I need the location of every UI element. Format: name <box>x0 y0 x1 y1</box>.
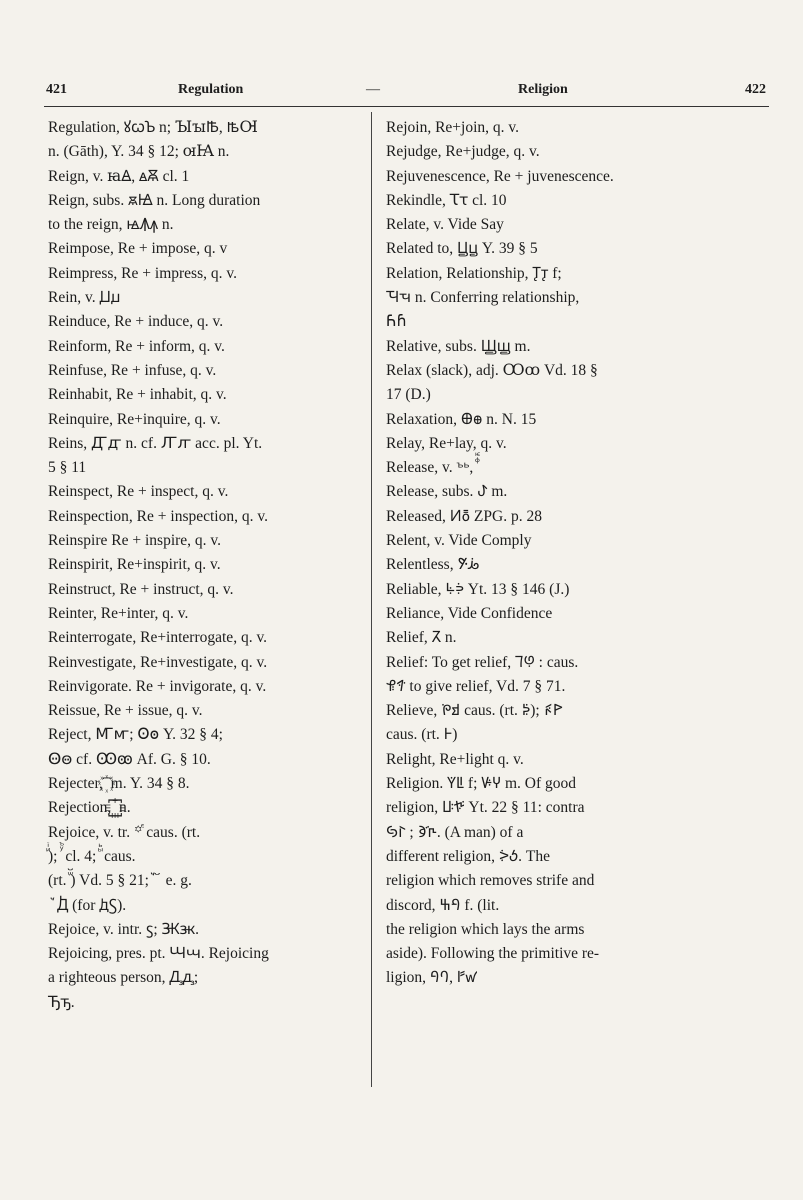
dictionary-line: Reinquire, Re+inquire, q. v. <box>48 410 221 428</box>
dictionary-line: Reimpress, Re + impress, q. v. <box>48 264 237 282</box>
page-number-left: 421 <box>46 82 67 97</box>
dictionary-line: Reinspire Re + inspire, q. v. <box>48 532 222 550</box>
dictionary-line: Relentless, ꚣꚤ <box>386 556 479 574</box>
dictionary-line: Reinduce, Re + induce, q. v. <box>48 313 224 331</box>
dictionary-line: different religion, ꚼꚽ. The <box>386 847 550 865</box>
dictionary-line: ligion, ꛀꛁ, ꛂꛃ <box>386 969 478 987</box>
dictionary-line: Ꚕꚕ <box>386 313 407 331</box>
dictionary-line: religion, ꚶꚷ Yt. 22 § 11: contra <box>386 799 585 817</box>
dictionary-line: n. (Gāth), Y. 34 § 12; ꙕꙖ n. <box>48 143 230 161</box>
dictionary-line: Religion. ꚲꚳ f; ꚴꚵ m. Of good <box>386 775 576 793</box>
dictionary-line: Regulation, ꙋꙍꙎ n; ꙐꙑꙒ, ꙓꙔ <box>48 119 258 136</box>
dictionary-line: religion which removes strife and <box>386 872 595 890</box>
dictionary-line: Release, subs. ꚠ m. <box>386 483 508 501</box>
dictionary-line: Rejoice, v. intr. ꚃ; Ꚅꚅ. <box>48 920 199 938</box>
page-number-right: 422 <box>745 82 766 97</box>
dictionary-line: Rejecter, ꙯꙰ m. Y. 34 § 8. <box>48 775 190 793</box>
dictionary-line: Relative, subs. Ꚗꚗ m. <box>386 337 531 355</box>
dictionary-line: Relieve, ꚬꚭ caus. (rt. ꚮ); ꚯꚰ <box>386 702 563 720</box>
dictionary-line: Released, ꚡꚢ ZPG. p. 28 <box>386 507 542 525</box>
dictionary-line: Rejudge, Re+judge, q. v. <box>386 143 540 161</box>
dictionary-line: Rejoin, Re+join, q. v. <box>386 119 520 136</box>
dictionary-line: Reinvigorate. Re + invigorate, q. v. <box>48 677 267 695</box>
header-title-right: Religion <box>518 82 568 97</box>
dictionary-line: Reins, Ꙣꙣ n. cf. Ꙥꙥ acc. pl. Yt. <box>48 434 263 452</box>
dictionary-line: Reissue, Re + issue, q. v. <box>48 702 203 720</box>
dictionary-line: aside). Following the primitive re- <box>386 945 600 963</box>
column-divider <box>371 112 372 1087</box>
dictionary-line: a righteous person, Ꚉꚉ; <box>48 969 199 987</box>
dictionary-line: Reinhabit, Re + inhabit, q. v. <box>48 386 227 404</box>
dictionary-line: Rejuvenescence, Re + juvenescence. <box>386 167 614 185</box>
dictionary-line: ꚪꚫ to give relief, Vd. 7 § 71. <box>386 677 566 695</box>
running-header <box>46 82 766 104</box>
dictionary-line: Relight, Re+light q. v. <box>386 750 524 768</box>
dictionary-line: ꙵꙶ); ꙷꙸ cl. 4; ꙹꙺ caus. <box>48 847 136 865</box>
dictionary-line: Reinterrogate, Re+interrogate, q. v. <box>48 629 268 647</box>
dictionary-line: Rekindle, Ꚍꚍ cl. 10 <box>386 191 507 209</box>
dictionary-line: Reign, v. ꙗꙘ, ꙙꙚ cl. 1 <box>48 167 190 185</box>
dictionary-line: the religion which lays the arms <box>386 920 585 938</box>
dictionary-line: Rejoicing, pres. pt. Ꚇꚇ. Rejoicing <box>48 945 269 963</box>
dictionary-line: ꚸꚹ ; ꚺꚻ. (A man) of a <box>386 823 524 841</box>
dictionary-line: Ꚋꚋ. <box>48 993 75 1011</box>
dictionary-line: Ꙫꙫ cf. Ꙭꙭ Af. G. § 10. <box>48 750 211 768</box>
dictionary-line: Reign, subs. ꙛꙜ n. Long duration <box>48 191 261 209</box>
dictionary-line: discord, ꚾꚿ f. (lit. <box>386 896 500 914</box>
dictionary-line: Release, v. ꚜꚝ, ꚞꚟ <box>386 459 478 477</box>
dictionary-line: Relief, ꚧ n. <box>386 629 457 647</box>
dictionary-line: Related to, Ꚏꚏ Y. 39 § 5 <box>386 240 538 258</box>
dictionary-line: Reinter, Re+inter, q. v. <box>48 604 189 622</box>
dictionary-line: Relay, Re+lay, q. v. <box>386 434 507 452</box>
dictionary-line: Rejection, ꙱꙲ n. <box>48 799 131 817</box>
dictionary-line: Reliable, ꚥꚦ Yt. 13 § 146 (J.) <box>386 580 570 598</box>
header-title-left: Regulation <box>178 82 244 97</box>
dictionary-line: Reinspirit, Re+inspirit, q. v. <box>48 556 221 574</box>
dictionary-line: Reject, Ꙧꙧ; Ꙩꙩ Y. 32 § 4; <box>48 726 223 744</box>
dictionary-line: 5 § 11 <box>48 459 87 477</box>
dictionary-line: Relief: To get relief, ꚨꚩ : caus. <box>386 653 579 671</box>
dictionary-line: Reinfuse, Re + infuse, q. v. <box>48 361 217 379</box>
dictionary-line: to the reign, ꙝꙞꙟ n. <box>48 216 174 234</box>
dictionary-line: (rt. ꙻ꙼) Vd. 5 § 21; ꙽꙾ e. g. <box>48 872 192 890</box>
dictionary-line: Reimpose, Re + impose, q. v <box>48 240 228 258</box>
dictionary-line: Rein, v. Ꙡꙡ <box>48 289 121 307</box>
dictionary-line: Reliance, Vide Confidence <box>386 604 553 622</box>
header-rule <box>44 106 769 107</box>
dictionary-line: Relax (slack), adj. Ꚙꚙ Vd. 18 § <box>386 361 598 379</box>
dictionary-line: Reinstruct, Re + instruct, q. v. <box>48 580 234 598</box>
dictionary-line: caus. (rt. ꚱ) <box>386 726 458 744</box>
dictionary-line: Ꚓꚓ n. Conferring relationship, <box>386 289 580 307</box>
dictionary-line: 17 (D.) <box>386 386 431 404</box>
dictionary-line: Reinvestigate, Re+investigate, q. v. <box>48 653 268 671</box>
dictionary-line: Reinspection, Re + inspection, q. v. <box>48 507 268 525</box>
dictionary-line: Rejoice, v. tr. ꙳ꙴ caus. (rt. <box>48 823 201 841</box>
right-column <box>386 116 704 991</box>
dictionary-line: Relate, v. Vide Say <box>386 216 504 234</box>
dictionary-line: Reinspect, Re + inspect, q. v. <box>48 483 229 501</box>
dictionary-line: Reinform, Re + inform, q. v. <box>48 337 225 355</box>
left-column <box>48 116 366 1015</box>
dictionary-line: Relaxation, Ꚛꚛ n. N. 15 <box>386 410 537 428</box>
dictionary-line: Relation, Relationship, Ꚑꚑ f; <box>386 264 562 282</box>
header-separator: — <box>366 82 380 97</box>
dictionary-line: Relent, v. Vide Comply <box>386 532 532 550</box>
dictionary-line: ꙿꚀ (for ꚁꚂ). <box>48 896 127 914</box>
